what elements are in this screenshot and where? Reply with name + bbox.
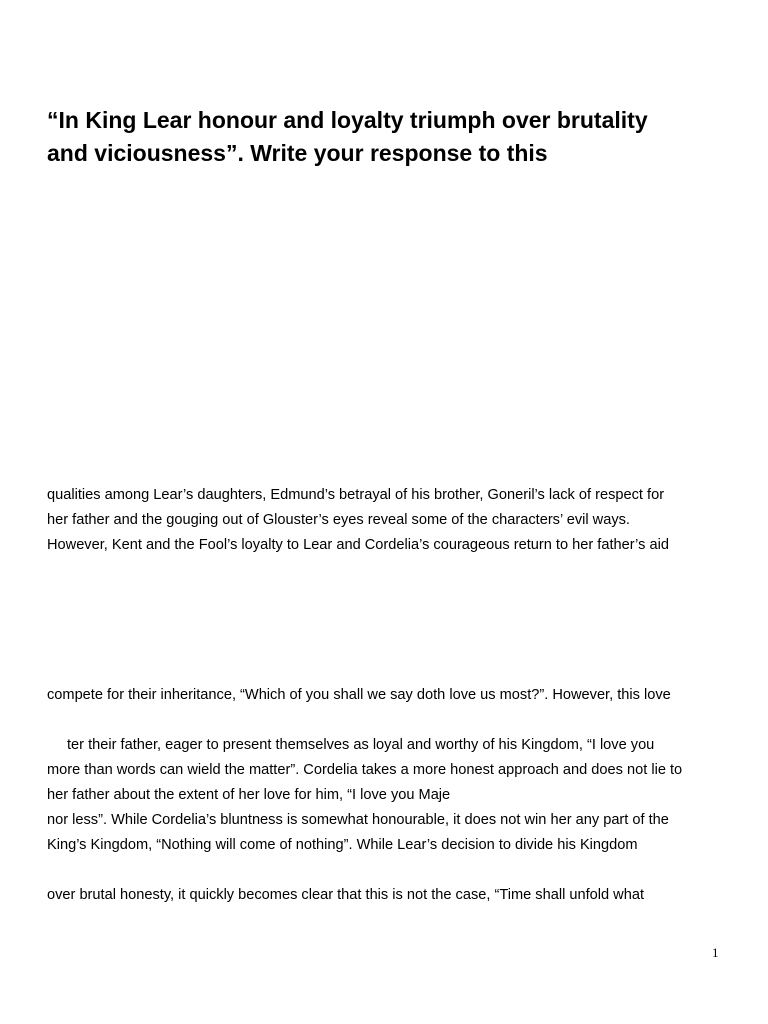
essay-title [47,104,737,170]
text-line-1: qualities among Lear’s daughters, Edmund’s betrayal of his brother, Goneril’s lack of respect for [47,487,665,503]
essay-title-line-1: “In King Lear honour and loyalty triumph over brutality [47,107,648,133]
text-line-10: over brutal honesty, it quickly becomes clear that this is not the case, “Time shall unfold what [47,887,645,903]
text-line-9: King’s Kingdom, “Nothing will come of nothing”. While Lear’s decision to divide his Kingdom [47,837,638,853]
text-line-2: her father and the gouging out of Glouster’s eyes reveal some of the characters’ evil ways. [47,512,630,528]
text-line-6: more than words can wield the matter”. Cordelia takes a more honest approach and does not lie to [47,762,683,778]
text-line-3: However, Kent and the Fool’s loyalty to Lear and Cordelia’s courageous return to her father’s aid [47,537,669,553]
text-line-8: nor less”. While Cordelia’s bluntness is somewhat honourable, it does not win her any part of the [47,812,669,828]
page-number: 1 [712,945,719,960]
text-line-7: her father about the extent of her love for him, “I love you Maje [47,787,451,803]
text-line-5: ter their father, eager to present themselves as loyal and worthy of his Kingdom, “I love you [67,737,655,753]
essay-title-line-2: and viciousness”. Write your response to this [47,140,548,166]
text-line-4: compete for their inheritance, “Which of you shall we say doth love us most?”. However, this love [47,687,671,703]
